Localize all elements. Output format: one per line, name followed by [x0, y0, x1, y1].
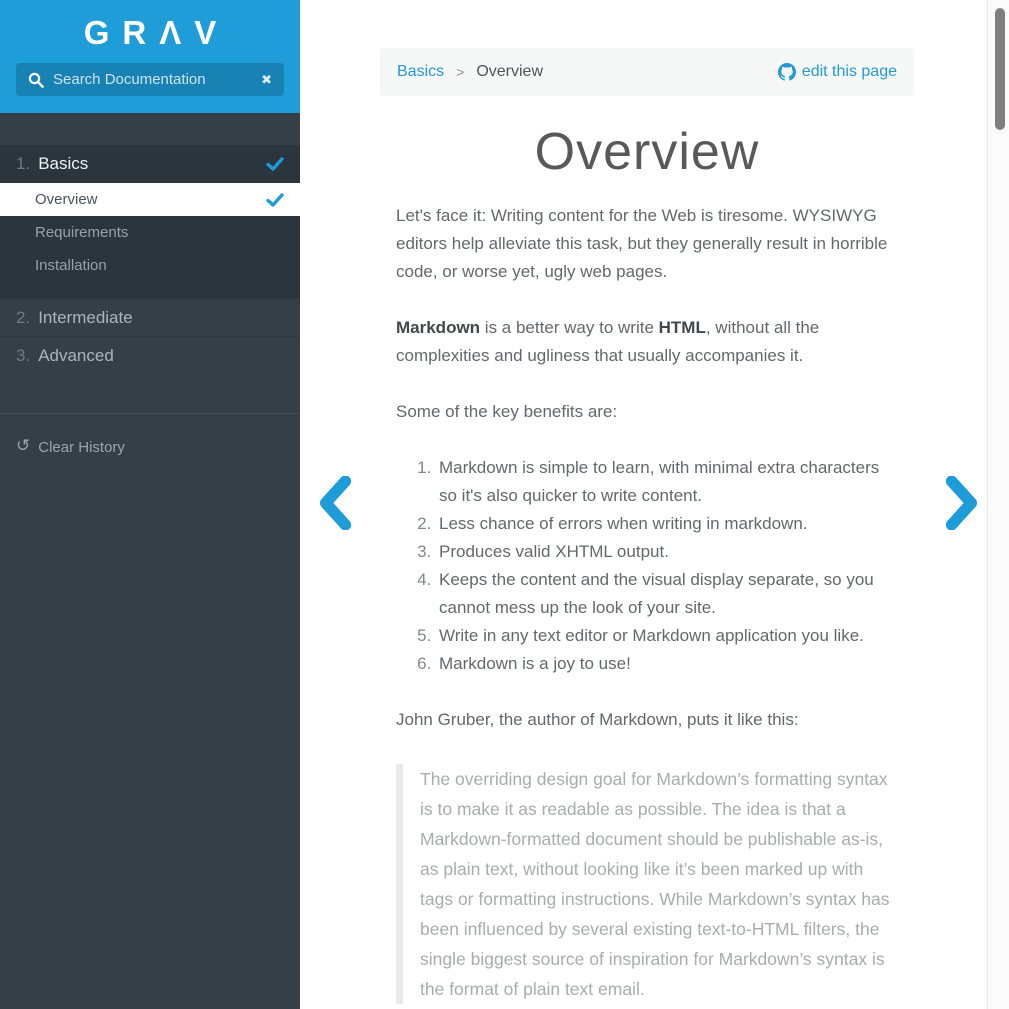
list-item: 4. Keeps the content and the visual display separate, so you cannot mess up the look of your site. [436, 566, 898, 622]
nav-item-label: Installation [35, 257, 107, 274]
sidebar-chapter-intermediate[interactable] [0, 298, 300, 336]
edit-link-label: edit this page [801, 63, 897, 80]
sidebar-chapter-basics[interactable] [0, 145, 300, 183]
search-input[interactable] [53, 71, 261, 88]
grav-logo[interactable]: GRΛV [83, 14, 230, 51]
sidebar-header [0, 0, 300, 113]
chapter-number: 2. [16, 307, 31, 327]
nav-item-label: Overview [35, 191, 98, 208]
chapter-number: 1. [16, 154, 31, 173]
chapter-label: Basics [38, 154, 89, 173]
chapter-basics-block [0, 145, 300, 298]
list-item: 2. Less chance of errors when writing in markdown. [436, 510, 898, 538]
paragraph: John Gruber, the author of Markdown, puts it like this: [396, 710, 799, 729]
markdown-quote: The overriding design goal for Markdown’s formatting syntax is to make it as readable as possible. The idea is that a Markdown-formatted document should be publishable as-is, as plain text, without looking like it’s been marked up with tags or formatting instructions. While Markdown’s syntax has been influenced by several existing text-to-HTML filters, the single biggest source of inspiration for Markdown’s syntax is the format of plain text email. [396, 764, 898, 1004]
sidebar-item-overview[interactable] [0, 183, 300, 216]
chapter-number: 3. [16, 345, 31, 365]
chapter-label: Advanced [38, 345, 114, 365]
scrollbar-track[interactable] [987, 0, 1009, 1009]
search-box[interactable] [16, 63, 284, 96]
page-title: Overview [534, 123, 760, 181]
bold-html: HTML [658, 318, 706, 337]
breadcrumb-current: Overview [476, 63, 543, 80]
search-clear-icon[interactable]: ✖ [261, 71, 272, 87]
history-icon: ↺ [16, 436, 31, 455]
sidebar-item-requirements[interactable] [0, 216, 300, 249]
prev-page-arrow[interactable] [316, 476, 354, 535]
list-item: 3. Produces valid XHTML output. [436, 538, 898, 566]
list-item: 5. Write in any text editor or Markdown application you like. [436, 622, 898, 650]
bold-markdown: Markdown [396, 318, 481, 337]
nav-item-label: Requirements [35, 224, 129, 241]
article [396, 96, 898, 1004]
benefits-list [396, 454, 898, 678]
breadcrumb [380, 48, 914, 96]
sidebar-chapter-advanced[interactable] [0, 336, 300, 374]
github-icon [778, 63, 796, 81]
scrollbar-thumb[interactable] [995, 8, 1005, 130]
list-item: 6. Markdown is a joy to use! [436, 650, 898, 678]
chevron-left-icon [316, 476, 354, 530]
sidebar-item-installation[interactable] [0, 249, 300, 282]
check-icon [266, 193, 284, 207]
paragraph: Some of the key benefits are: [396, 402, 618, 421]
clear-history-label: Clear History [38, 438, 125, 456]
sidebar-footer [0, 413, 300, 456]
list-item: 1. Markdown is simple to learn, with minimal extra characters so it's also quicker to write content. [436, 454, 898, 510]
search-icon [28, 72, 44, 88]
breadcrumb-separator: > [456, 64, 465, 80]
sidebar-nav [0, 145, 300, 374]
check-icon [266, 157, 284, 171]
clear-history-button[interactable] [16, 438, 284, 456]
paragraph: Markdown is a better way to write HTML, without all the complexities and ugliness that usually accompanies it. [396, 318, 820, 365]
sidebar [0, 0, 300, 1009]
next-page-arrow[interactable] [943, 476, 981, 535]
paragraph: Let's face it: Writing content for the Web is tiresome. WYSIWYG editors help alleviate this task, but they generally result in horrible code, or worse yet, ugly web pages. [396, 206, 888, 281]
chevron-right-icon [943, 476, 981, 530]
chapter-label: Intermediate [38, 307, 133, 327]
breadcrumb-basics-link[interactable]: Basics [397, 63, 445, 80]
edit-this-page-link[interactable] [778, 63, 897, 81]
